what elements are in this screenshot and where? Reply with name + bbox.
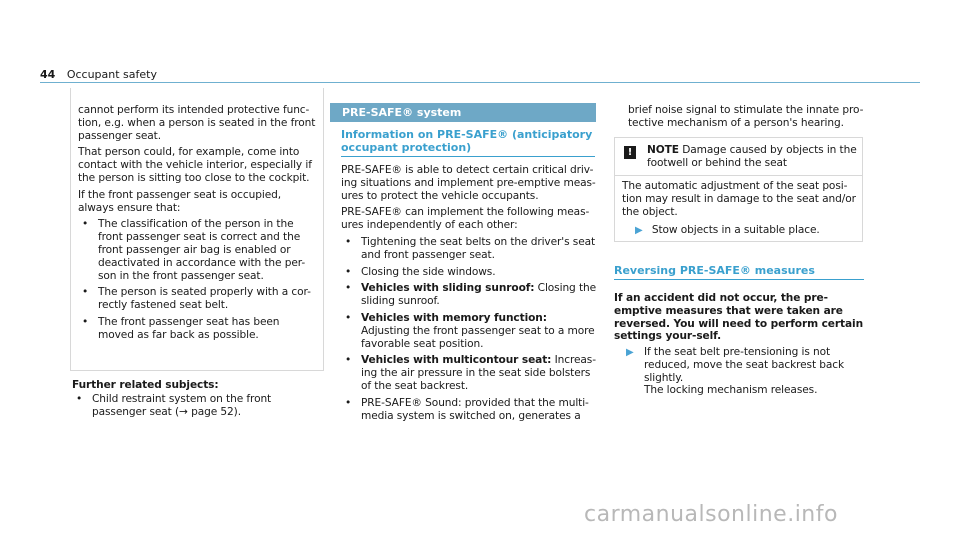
further-subjects	[72, 379, 326, 418]
action-text: If the seat belt pre-tensioning is not reduced, move the seat backrest back slightly.	[644, 346, 845, 384]
bold-para: If an accident did not occur, the pre-emptive measures that were taken are reversed. You will need to perform certain settings your-self.	[614, 292, 864, 343]
list-item: • The person is seated properly with a cor-rectly fastened seat belt.	[82, 286, 311, 312]
reversing-underline	[614, 279, 864, 280]
watermark: carmanualsonline.info	[584, 502, 838, 527]
note-header	[615, 138, 862, 176]
further-link[interactable]: • Child restraint system on the front passenger seat (→ page 52).	[76, 392, 272, 418]
list-item: • Vehicles with multicontour seat: Increas-ing the air pressure in the seat side bolsters of the seat backrest.	[345, 354, 596, 392]
continued-text: brief noise signal to stimulate the innate pro-tective mechanism of a person's hearing.	[628, 104, 864, 129]
subheading: Information on PRE-SAFE® (anticipatory occupant protection)	[341, 128, 593, 154]
action-arrow-icon: ▶	[635, 225, 643, 236]
list-item: • The front passenger seat has been moved as far back as possible.	[82, 315, 280, 341]
note-box	[614, 137, 863, 242]
para-2: That person could, for example, come into contact with the vehicle interior, especially if the person is sitting too close to the cockpit.	[78, 146, 312, 184]
list-item: • Vehicles with memory function: Adjusting the front passenger seat to a more favorable seat position.	[345, 311, 595, 350]
list-item: • Vehicles with sliding sunroof: Closing the sliding sunroof.	[345, 282, 597, 308]
header-divider	[40, 82, 920, 83]
list-item: • Closing the side windows.	[345, 265, 496, 278]
subheading-underline	[341, 156, 595, 157]
list-item: • The classification of the person in the front passenger seat is correct and the front passenger air bag is enabled or deactivated in accordance with the per-son in the front passenger seat.	[82, 218, 306, 282]
para-1: PRE-SAFE® is able to detect certain critical driv-ing situations and implement pre-emptive meas-ures to protect the vehicle occupants.	[341, 164, 596, 202]
column-1	[78, 104, 318, 342]
para-2: PRE-SAFE® can implement the following meas-ures independently of each other:	[341, 206, 590, 232]
note-heading: Damage caused by objects in the footwell or behind the seat	[647, 144, 857, 169]
action-arrow-icon: ▶	[626, 347, 634, 358]
note-label: NOTE	[647, 144, 679, 156]
further-title: Further related subjects:	[72, 379, 219, 391]
list-item: • Tightening the seat belts on the driver's seat and front passenger seat.	[345, 235, 596, 261]
page-number: 44	[40, 68, 56, 81]
section-title: Occupant safety	[66, 68, 157, 81]
action-result: The locking mechanism releases.	[644, 384, 818, 397]
section-bar-title: PRE-SAFE® system	[330, 103, 596, 122]
list-item: • PRE-SAFE® Sound: provided that the multi-media system is switched on, generates a	[345, 396, 589, 422]
note-action: ▶ Stow objects in a suitable place.	[635, 224, 820, 236]
warning-icon: !	[624, 146, 636, 159]
para-3: If the front passenger seat is occupied, always ensure that:	[78, 188, 281, 214]
para-1: cannot perform its intended protective func- tion, e.g. when a person is seated in the front passenger seat.	[78, 104, 316, 142]
note-body: The automatic adjustment of the seat posi-tion may result in damage to the seat and/or the object.	[622, 180, 856, 218]
column-2	[341, 164, 597, 422]
reversing-heading: Reversing PRE-SAFE® measures	[614, 264, 815, 277]
